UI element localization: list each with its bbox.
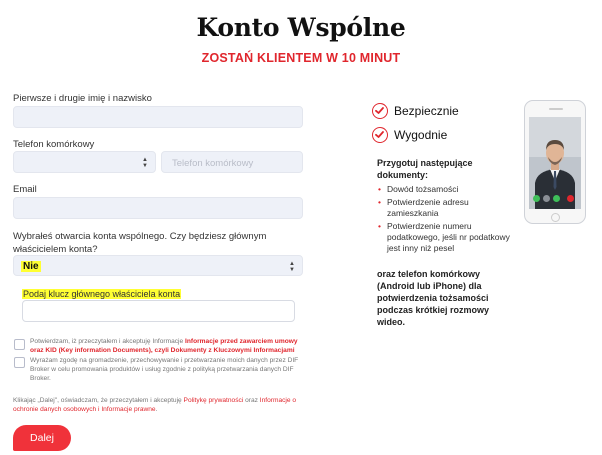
privacy-note-pre: Klikając „Dalej", oświadczam, że przeczytałem i akceptuję	[13, 397, 184, 404]
documents-heading: Przygotuj następujące dokumenty:	[377, 158, 473, 180]
consent-checkbox-marketing[interactable]	[14, 357, 25, 368]
email-input[interactable]	[13, 197, 303, 219]
joint-owner-question: Wybrałeś otwarcia konta wspólnego. Czy będziesz głównym właścicielem konta?	[13, 231, 267, 255]
owner-key-label: Podaj klucz głównego właściciela konta	[23, 289, 181, 299]
check-circle-icon	[372, 103, 388, 119]
privacy-note-post: .	[155, 406, 158, 413]
consent-kid-text	[30, 337, 302, 355]
select-arrows-icon: ▲ ▼	[289, 261, 295, 273]
privacy-note	[13, 396, 313, 414]
video-toggle-icon	[533, 195, 540, 202]
name-label: Pierwsze i drugie imię i nazwisko	[13, 93, 152, 104]
consent-checkbox-kid[interactable]	[14, 339, 25, 350]
phone-number-input[interactable]	[161, 151, 303, 173]
check-circle-icon	[372, 127, 388, 143]
consent-kid-pre: Potwierdzam, iż przeczytałem i akceptuję Informacje	[30, 338, 186, 345]
privacy-note-mid: oraz	[243, 397, 260, 404]
select-arrows-icon: ▲ ▼	[142, 157, 148, 169]
page-subtitle: ZOSTAŃ KLIENTEM W 10 MINUT	[201, 51, 401, 65]
list-item: • Dowód tożsamości	[378, 184, 518, 195]
consent-marketing-text: Wyrażam zgodę na gromadzenie, przechowywanie i przetwarzanie moich danych przez DIF Broker w celu promowania produktów i usług zgodnie z polityką przetwarzania danych DIF Broker.	[30, 357, 299, 382]
benefit-secure	[372, 103, 459, 119]
list-item: • Potwierdzenie adresu zamieszkania	[378, 197, 518, 219]
privacy-policy-link[interactable]: Politykę prywatności	[183, 397, 244, 404]
benefit-convenient	[372, 127, 447, 143]
phone-home-button	[551, 213, 560, 222]
video-call-screen	[529, 117, 581, 209]
kid-documents-link[interactable]: Informacje przed zawarciem umowy oraz KID (Key information Documents), czyli Dokumenty z Kluczowymi Informacjami	[30, 338, 298, 354]
phone-placeholder: Telefon komórkowy	[172, 158, 254, 169]
benefit-convenient-label: Wygodnie	[394, 128, 448, 142]
phone-requirement-note: oraz telefon komórkowy (Android lub iPhone) dla potwierdzenia tożsamości podczas krótkiej rozmowy wideo.	[377, 269, 490, 327]
benefit-secure-label: Bezpiecznie	[394, 104, 459, 118]
smartphone-video-call-icon	[524, 100, 586, 224]
phone-prefix-select[interactable]	[13, 151, 156, 173]
phone-label: Telefon komórkowy	[13, 139, 95, 150]
data-protection-link[interactable]: Informacje o ochronie danych osobowych i Informacje prawne	[13, 397, 297, 413]
next-button[interactable]: Dalej	[13, 425, 71, 451]
documents-list	[378, 184, 518, 256]
email-label: Email	[13, 184, 37, 195]
joint-owner-select[interactable]	[13, 255, 303, 276]
hang-up-icon	[567, 195, 574, 202]
joint-owner-selected: Nie	[23, 261, 39, 272]
list-item: • Potwierdzenie numeru podatkowego, jeśli nr podatkowy jest inny niż pesel	[378, 221, 518, 254]
mute-icon	[543, 195, 550, 202]
camera-icon	[553, 195, 560, 202]
page-title: Konto Wspólne	[196, 13, 406, 42]
owner-key-input[interactable]	[22, 300, 295, 322]
phone-speaker	[549, 108, 563, 110]
name-input[interactable]	[13, 106, 303, 128]
